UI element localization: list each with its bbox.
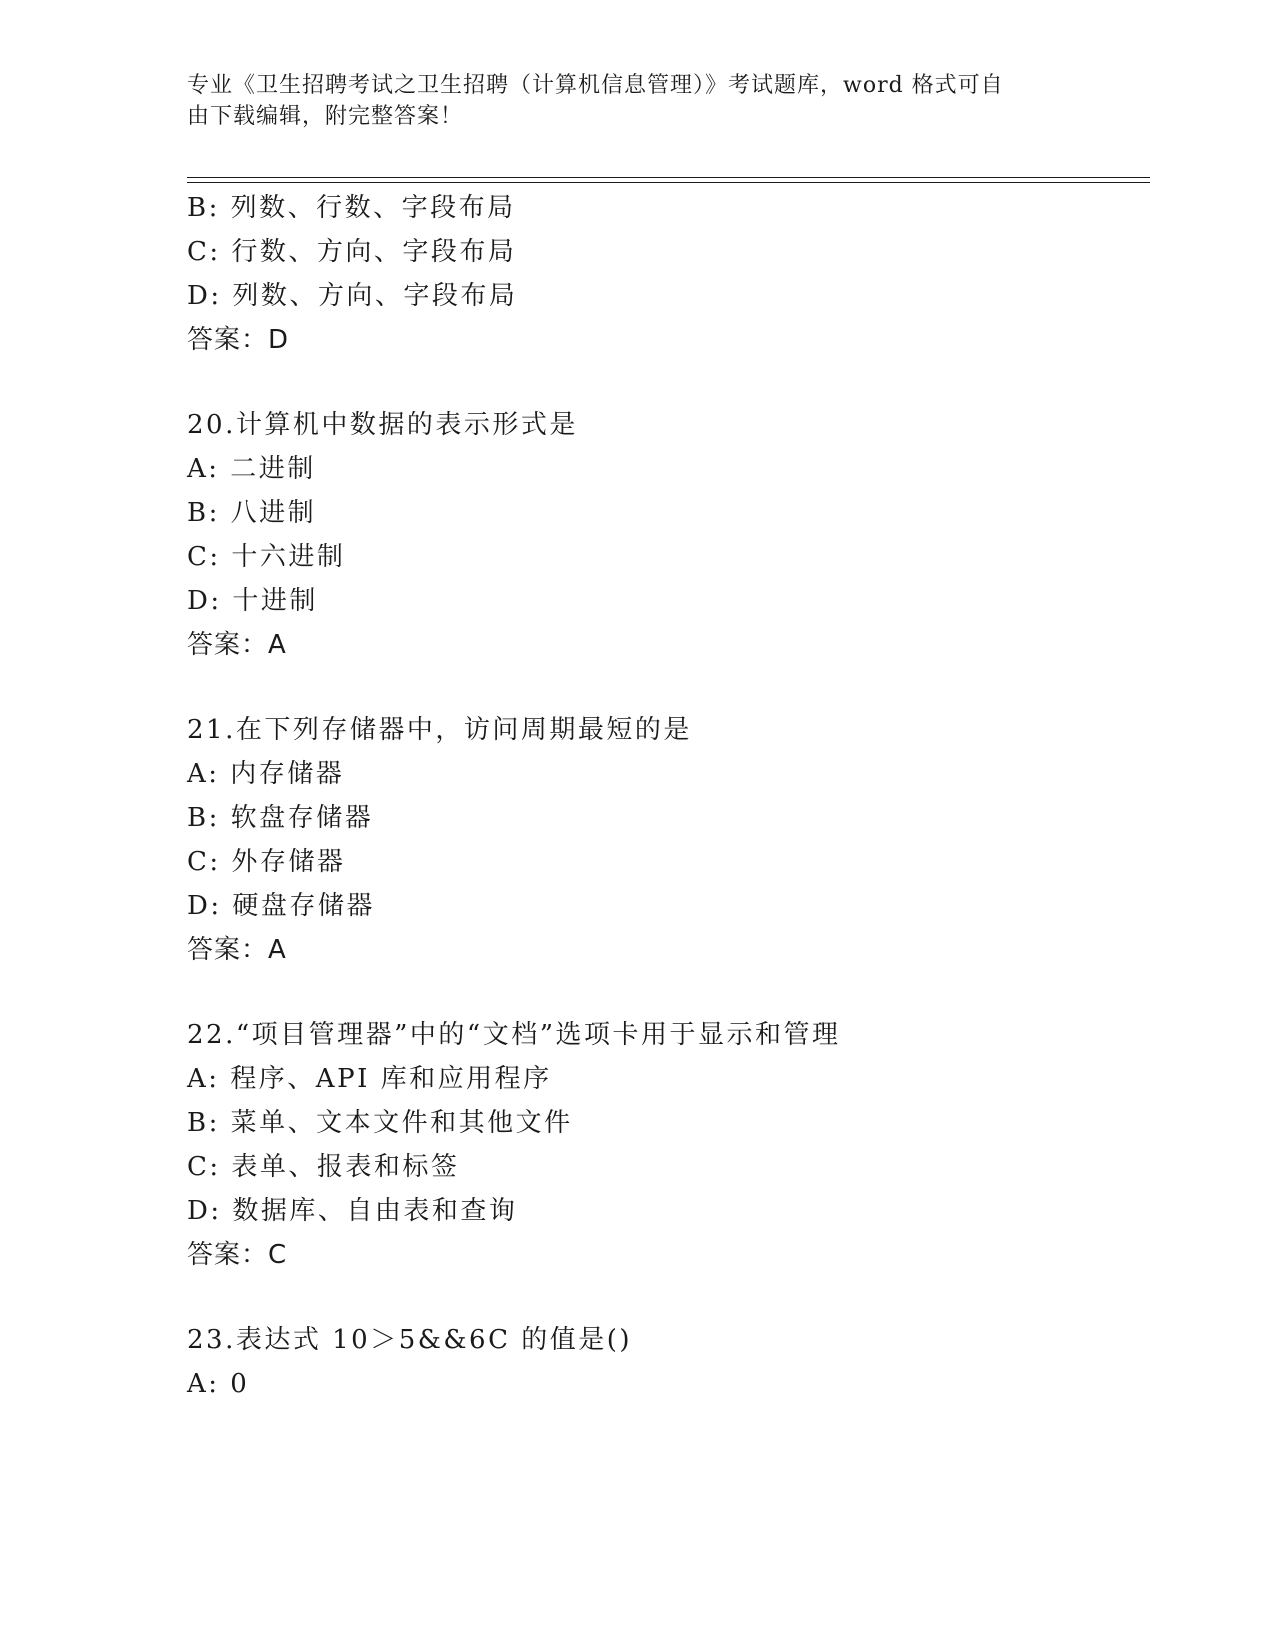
q21-option-d: D: 硬盘存储器 [187,891,375,921]
q22-option-a: A: 程序、API 库和应用程序 [187,1064,552,1094]
q19-option-b: B: 列数、行数、字段布局 [187,193,516,223]
q21-option-c: C: 外存储器 [187,847,346,877]
q20-option-d: D: 十进制 [187,586,318,616]
q19-answer: 答案：D [187,325,290,355]
q22-option-d: D: 数据库、自由表和查询 [187,1196,518,1226]
q20-answer: 答案：A [187,630,287,660]
q19-option-d: D: 列数、方向、字段布局 [187,281,518,311]
q20-option-a: A: 二进制 [187,454,316,484]
q20-option-b: B: 八进制 [187,498,317,528]
q20-option-c: C: 十六进制 [187,542,346,572]
q22-answer: 答案：C [187,1240,288,1270]
q23-option-a: A: 0 [187,1369,250,1399]
q22-option-c: C: 表单、报表和标签 [187,1152,460,1182]
q19-option-c: C: 行数、方向、字段布局 [187,237,517,267]
q20-question: 20.计算机中数据的表示形式是 [187,410,578,440]
q22-option-b: B: 菜单、文本文件和其他文件 [187,1108,573,1138]
q22-question: 22.“项目管理器”中的“文档”选项卡用于显示和管理 [187,1020,841,1050]
header-line-1: 专业《卫生招聘考试之卫生招聘（计算机信息管理）》考试题库，word 格式可自 [187,73,1004,98]
q21-question: 21.在下列存储器中，访问周期最短的是 [187,715,692,745]
header-divider-top [187,177,1150,178]
header-line-2: 由下载编辑，附完整答案！ [187,104,464,129]
document-header [187,70,1067,132]
q21-option-a: A: 内存储器 [187,759,345,789]
header-divider-bottom [187,182,1150,183]
q21-option-b: B: 软盘存储器 [187,803,374,833]
q23-question: 23.表达式 10＞5&&6C 的值是() [187,1325,633,1355]
q21-answer: 答案：A [187,935,287,965]
